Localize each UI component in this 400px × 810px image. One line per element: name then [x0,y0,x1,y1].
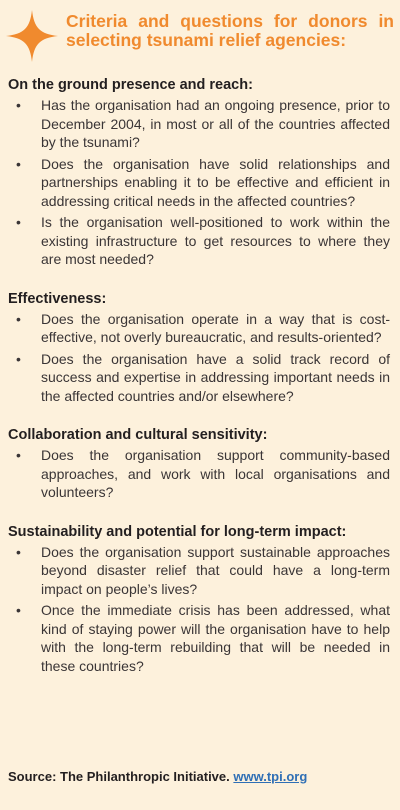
section-heading: On the ground presence and reach: [8,77,253,93]
page-title: Criteria and questions for donors in selecting tsunami relief agencies: [66,11,394,50]
section-collaboration [8,427,392,502]
section-heading: Effectiveness: [8,290,107,307]
list-item [8,601,392,675]
bullet-list [8,96,392,269]
bullet-icon: • [16,310,21,327]
bullet-icon: • [16,447,21,463]
list-item-text: Has the organisation had an ongoing presence, prior to December 2004, in most or all of the countries affected by the tsunami? [41,97,390,150]
list-item [8,310,392,347]
source-line [8,769,307,784]
bullet-icon: • [16,350,21,367]
list-item-text: Does the organisation have solid relationships and partnerships enabling it to be effective and efficient in addressing critical needs in the affected countries? [41,155,390,209]
section-sustainability [8,524,392,676]
source-link[interactable]: www.tpi.org [233,769,308,784]
source-label: Source: The Philanthropic Initiative. [8,769,230,784]
list-item-text: Once the immediate crisis has been addressed, what kind of staying power will the organisation have to help with the long-term rebuilding that will be needed in these countries? [41,602,390,674]
bullet-list [8,310,392,406]
list-item-text: Does the organisation support community-based approaches, and work with local organisations and volunteers? [41,447,390,500]
section-presence [8,77,392,269]
bullet-icon: • [16,97,21,113]
list-item [8,155,392,211]
section-heading: Collaboration and cultural sensitivity: [8,427,268,443]
section-effectiveness [8,291,392,406]
bullet-icon: • [16,214,21,230]
four-point-star-icon [4,8,60,64]
bullet-icon: • [16,602,21,618]
list-item [8,96,392,152]
list-item-text: Does the organisation have a solid track record of success and expertise in addressing important needs in the affected countries and/or elsewhere? [41,350,390,404]
list-item [8,446,392,502]
bullet-icon: • [16,155,21,172]
list-item [8,543,392,599]
list-item [8,350,392,406]
bullet-icon: • [16,543,21,560]
bullet-list [8,446,392,502]
bullet-list [8,543,392,676]
criteria-content [8,77,392,697]
list-item [8,213,392,269]
list-item-text: Does the organisation support sustainable approaches beyond disaster relief that could have a long-term impact on people’s lives? [41,543,390,597]
section-heading: Sustainability and potential for long-term impact: [8,523,347,540]
header [0,0,400,70]
list-item-text: Is the organisation well-positioned to work within the existing infrastructure to get resources to where they are most needed? [41,214,390,267]
list-item-text: Does the organisation operate in a way that is cost-effective, not overly bureaucratic, and results-oriented? [41,310,390,345]
